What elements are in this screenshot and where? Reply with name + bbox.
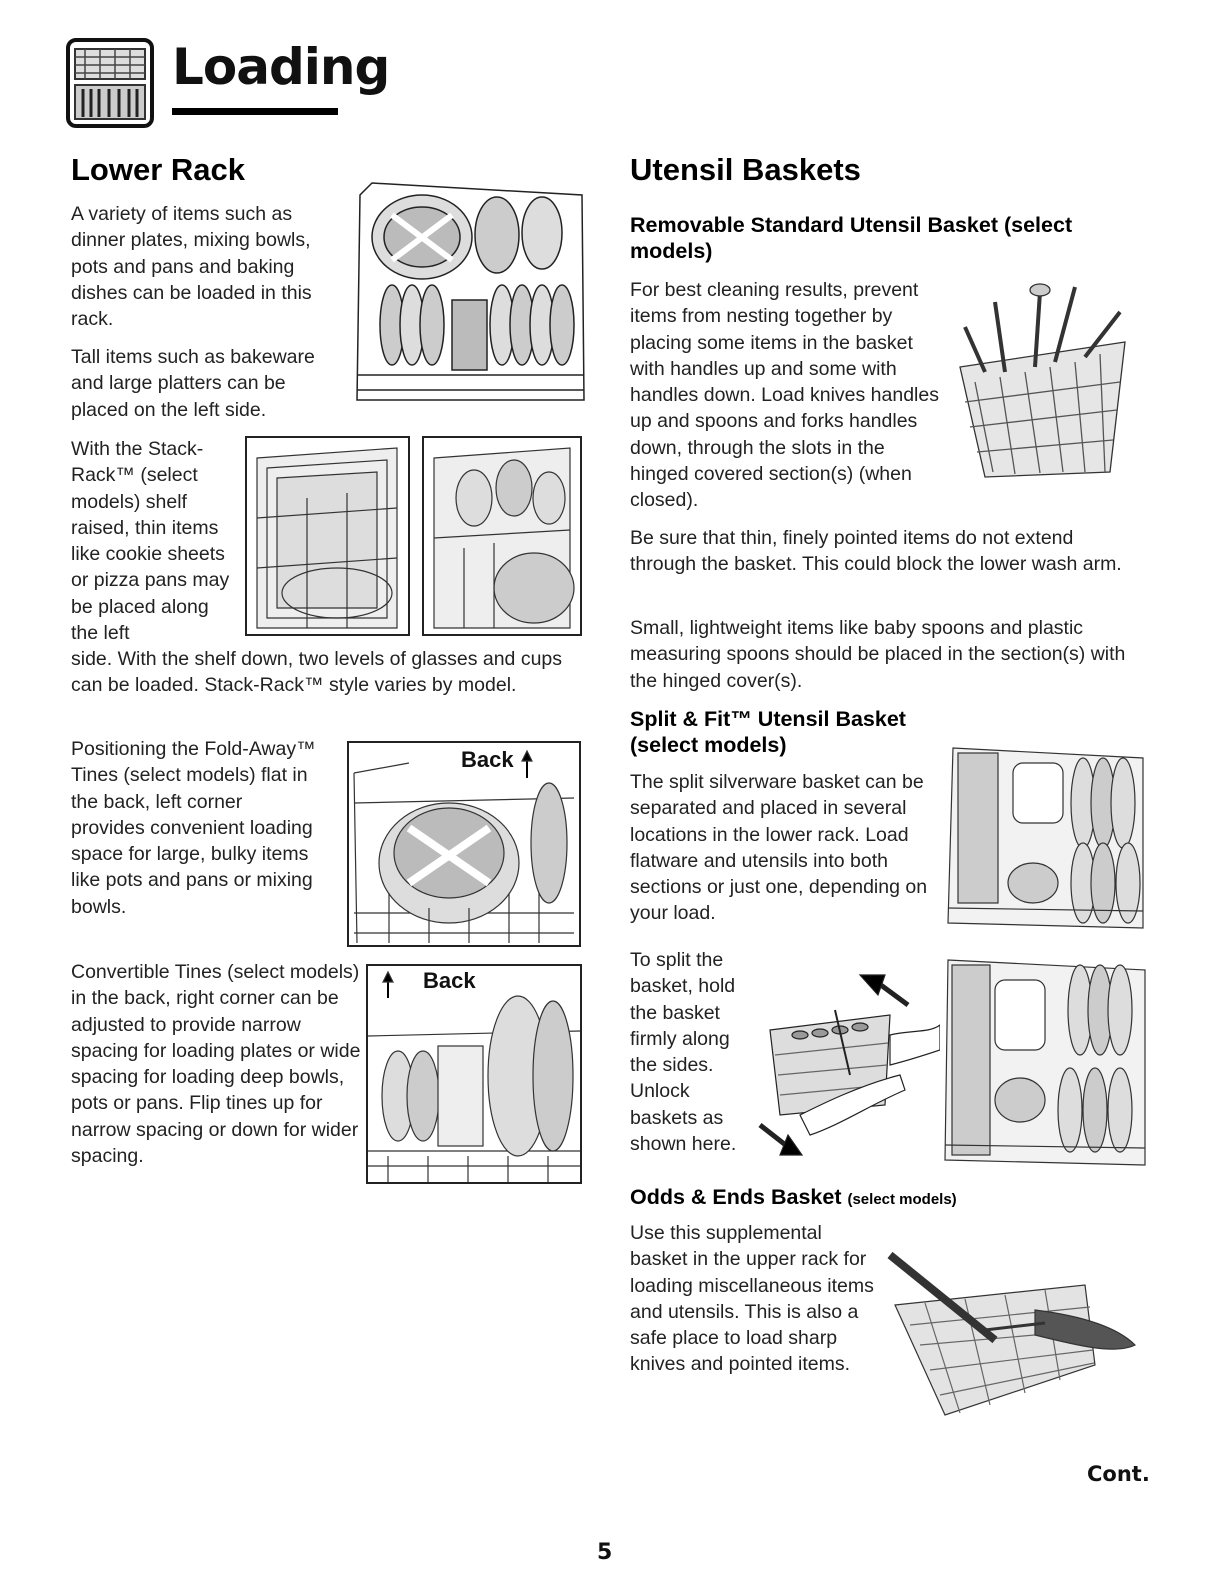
odds-ends-select-models: (select models) [847, 1191, 957, 1208]
lower-rack-heading: Lower Rack [71, 152, 246, 187]
convertible-back-label: Back [423, 968, 476, 993]
standard-utensil-basket-illustration [945, 282, 1140, 482]
stack-rack-text-b: side. With the shelf down, two levels of glasses and cups can be loaded. Stack-Rack™ style varies by model. [71, 648, 563, 697]
odds-ends-text: Use this supplemental basket in the upper rack for loading miscellaneous items and utensils. This is also a safe place to load sharp knives and pointed items. [630, 1222, 874, 1376]
split-fit-subheading: Split & Fit™ Utensil Basket (select models) [630, 707, 906, 757]
continued-label: Cont. [1087, 1462, 1150, 1486]
stack-rack-raised-illustration [245, 436, 410, 636]
page-number: 5 [597, 1540, 613, 1565]
header-icon [65, 37, 155, 129]
lower-rack-intro: A variety of items such as dinner plates, mixing bowls, pots and pans and baking dishes can be loaded in this rack. [71, 203, 312, 331]
removable-basket-subheading: Removable Standard Utensil Basket (select models) [630, 213, 1073, 263]
split-fit-text: The split silverware basket can be separated and placed in several locations in the lower rack. Load flatware and utensils into both sections or just one, depending on your load. [630, 771, 928, 925]
convertible-tines-text: Convertible Tines (select models) in the back, right corner can be adjusted to provide narrow spacing for loading plates or wide spacing for loading deep bowls, pots or pans. Flip tines up for narrow spacing or down for wider spacing. [71, 961, 361, 1168]
pointed-items-warning: Be sure that thin, finely pointed items do not extend through the basket. This could block the lower wash arm. [630, 527, 1122, 576]
page-title: Loading [172, 38, 390, 96]
removable-basket-text: For best cleaning results, prevent items from nesting together by placing some items in the basket with handles up and some with handles down. Load knives handles up and spoons and forks handles down, through the slots in the hinged covered section(s) (when closed). [630, 279, 939, 512]
lower-rack-illustration [352, 175, 590, 417]
stack-rack-lowered-illustration [422, 436, 582, 636]
stack-rack-text-a: With the Stack-Rack™ (select models) shelf raised, thin items like cookie sheets or pizza pans may be placed along the left [71, 438, 230, 645]
split-basket-hands-illustration [740, 965, 940, 1165]
odds-ends-subheading [630, 1184, 957, 1213]
odds-ends-title: Odds & Ends Basket [630, 1185, 842, 1209]
convertible-tines-illustration [366, 964, 582, 1184]
lower-rack-tall-items: Tall items such as bakeware and large platters can be placed on the left side. [71, 346, 315, 421]
split-fit-rack-illustration [943, 733, 1148, 933]
fold-away-back-label: Back [461, 747, 514, 772]
split-basket-in-rack-illustration [940, 950, 1150, 1170]
lightweight-items-text: Small, lightweight items like baby spoons and plastic measuring spoons should be placed in the section(s) with the hinged cover(s). [630, 617, 1126, 692]
fold-away-text: Positioning the Fold-Away™ Tines (select models) flat in the back, left corner provides convenient loading space for large, bulky items like pots and pans or mixing bowls. [71, 738, 316, 918]
fold-away-tines-illustration [347, 741, 581, 947]
title-underline [172, 108, 338, 115]
utensil-baskets-heading: Utensil Baskets [630, 152, 861, 187]
split-instructions-text: To split the basket, hold the basket firmly along the sides. Unlock baskets as shown here. [630, 949, 737, 1156]
odds-ends-basket-illustration [885, 1245, 1140, 1420]
